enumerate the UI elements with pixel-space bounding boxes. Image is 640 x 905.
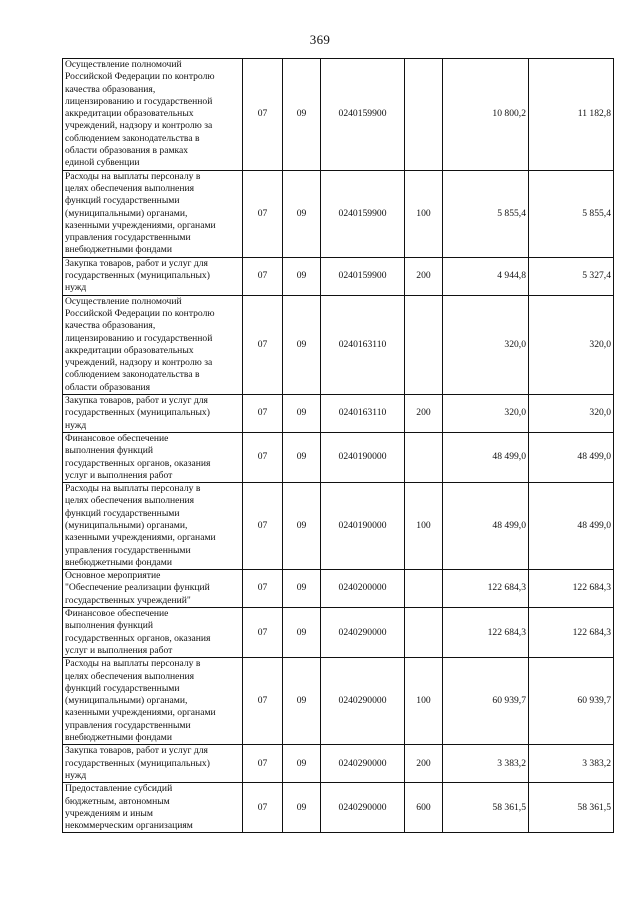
expense-name-line: государственных (муниципальных) (65, 407, 210, 419)
section-code-cell: 07 (243, 570, 283, 608)
expense-name-line: целях обеспечения выполнения (65, 182, 195, 194)
table-row (63, 257, 614, 295)
expense-name-line: государственных (муниципальных) (65, 270, 210, 282)
expense-name-line: (муниципальными) органами, (65, 519, 188, 531)
amount-year-1-cell: 5 855,4 (443, 170, 529, 257)
expense-name-cell (63, 570, 243, 608)
target-article-cell: 0240190000 (321, 483, 405, 570)
section-code-cell: 07 (243, 257, 283, 295)
amount-year-1-cell: 48 499,0 (443, 432, 529, 482)
expense-name-line: лицензированию и государственной (65, 332, 213, 344)
expense-name-line: качества образования, (65, 83, 156, 95)
expense-name-line: целях обеспечения выполнения (65, 670, 195, 682)
table-row (63, 570, 614, 608)
subsection-code-cell: 09 (283, 295, 321, 394)
expense-type-cell (405, 432, 443, 482)
section-code-cell: 07 (243, 395, 283, 433)
expense-name-line: выполнения функций (65, 620, 154, 632)
section-code-cell: 07 (243, 295, 283, 394)
expense-name-cell (63, 658, 243, 745)
expense-name-line: "Обеспечение реализации функций (65, 582, 210, 594)
expense-name-line: управления государственными (65, 544, 191, 556)
amount-year-1-cell: 320,0 (443, 395, 529, 433)
amount-year-2-cell: 3 383,2 (529, 745, 614, 783)
expense-name-line: Российской Федерации по контролю (65, 71, 215, 83)
amount-year-2-cell: 60 939,7 (529, 658, 614, 745)
expense-name-cell (63, 395, 243, 433)
section-code-cell: 07 (243, 783, 283, 833)
expense-name-line: бюджетным, автономным (65, 795, 170, 807)
expense-name-line: (муниципальными) органами, (65, 207, 188, 219)
expense-name-line: функций государственными (65, 507, 180, 519)
target-article-cell: 0240159900 (321, 257, 405, 295)
expense-type-cell (405, 59, 443, 171)
expense-type-cell (405, 295, 443, 394)
target-article-cell: 0240163110 (321, 395, 405, 433)
expense-name-line: области образования в рамках (65, 145, 189, 157)
subsection-code-cell: 09 (283, 59, 321, 171)
subsection-code-cell: 09 (283, 783, 321, 833)
expense-name-line: Расходы на выплаты персоналу в (65, 658, 201, 670)
amount-year-2-cell: 58 361,5 (529, 783, 614, 833)
expense-name-line: управления государственными (65, 719, 191, 731)
expense-name-line: государственных (муниципальных) (65, 757, 210, 769)
budget-table-body (63, 59, 614, 833)
subsection-code-cell: 09 (283, 395, 321, 433)
expense-type-cell: 600 (405, 783, 443, 833)
expense-name-line: Расходы на выплаты персоналу в (65, 483, 201, 495)
expense-name-line: казенными учреждениями, органами (65, 532, 216, 544)
expense-name-cell (63, 745, 243, 783)
amount-year-2-cell: 122 684,3 (529, 570, 614, 608)
expense-type-cell: 200 (405, 745, 443, 783)
amount-year-2-cell: 122 684,3 (529, 608, 614, 658)
expense-type-cell: 100 (405, 170, 443, 257)
expense-name-line: соблюдением законодательства в (65, 132, 200, 144)
expense-type-cell (405, 608, 443, 658)
subsection-code-cell: 09 (283, 658, 321, 745)
expense-name-line: Российской Федерации по контролю (65, 307, 215, 319)
table-row (63, 783, 614, 833)
expense-name-cell (63, 295, 243, 394)
expense-name-line: качества образования, (65, 320, 156, 332)
section-code-cell: 07 (243, 59, 283, 171)
expense-name-line: внебюджетными фондами (65, 732, 172, 744)
expense-type-cell: 200 (405, 395, 443, 433)
table-row (63, 608, 614, 658)
expense-name-line: Предоставление субсидий (65, 783, 173, 795)
subsection-code-cell: 09 (283, 432, 321, 482)
expense-name-line: (муниципальными) органами, (65, 695, 188, 707)
expense-name-line: аккредитации образовательных (65, 108, 194, 120)
amount-year-1-cell: 320,0 (443, 295, 529, 394)
expense-type-cell: 100 (405, 658, 443, 745)
amount-year-1-cell: 3 383,2 (443, 745, 529, 783)
section-code-cell: 07 (243, 745, 283, 783)
expense-name-line: Закупка товаров, работ и услуг для (65, 395, 208, 407)
expense-name-line: государственных органов, оказания (65, 457, 211, 469)
amount-year-2-cell: 5 855,4 (529, 170, 614, 257)
expense-type-cell: 200 (405, 257, 443, 295)
expense-name-line: услуг и выполнения работ (65, 469, 173, 481)
expense-name-cell (63, 432, 243, 482)
expense-name-line: услуг и выполнения работ (65, 644, 173, 656)
subsection-code-cell: 09 (283, 257, 321, 295)
expense-name-line: нужд (65, 282, 87, 294)
expense-name-line: Основное мероприятие (65, 570, 161, 582)
expense-name-line: государственных органов, оказания (65, 632, 211, 644)
target-article-cell: 0240290000 (321, 783, 405, 833)
target-article-cell: 0240163110 (321, 295, 405, 394)
amount-year-1-cell: 60 939,7 (443, 658, 529, 745)
subsection-code-cell: 09 (283, 170, 321, 257)
table-row (63, 170, 614, 257)
expense-name-line: функций государственными (65, 195, 180, 207)
table-row (63, 59, 614, 171)
target-article-cell: 0240159900 (321, 170, 405, 257)
expense-name-cell (63, 483, 243, 570)
expense-name-line: Закупка товаров, работ и услуг для (65, 745, 208, 757)
expense-type-cell: 100 (405, 483, 443, 570)
subsection-code-cell: 09 (283, 570, 321, 608)
expense-name-line: учреждениям и иным (65, 807, 153, 819)
expense-name-line: внебюджетными фондами (65, 244, 172, 256)
subsection-code-cell: 09 (283, 483, 321, 570)
table-row (63, 658, 614, 745)
target-article-cell: 0240190000 (321, 432, 405, 482)
expense-name-line: нужд (65, 419, 87, 431)
amount-year-2-cell: 320,0 (529, 295, 614, 394)
amount-year-2-cell: 48 499,0 (529, 483, 614, 570)
expense-name-line: Финансовое обеспечение (65, 432, 169, 444)
expense-name-cell (63, 608, 243, 658)
expense-name-line: учреждений, надзору и контролю за (65, 120, 213, 132)
amount-year-2-cell: 5 327,4 (529, 257, 614, 295)
expense-name-line: Расходы на выплаты персоналу в (65, 170, 201, 182)
target-article-cell: 0240290000 (321, 745, 405, 783)
target-article-cell: 0240290000 (321, 658, 405, 745)
expense-name-line: выполнения функций (65, 445, 154, 457)
amount-year-1-cell: 48 499,0 (443, 483, 529, 570)
expense-name-cell (63, 783, 243, 833)
expense-type-cell (405, 570, 443, 608)
expense-name-cell (63, 59, 243, 171)
expense-name-line: единой субвенции (65, 157, 140, 169)
expense-name-line: управления государственными (65, 232, 191, 244)
expense-name-cell (63, 257, 243, 295)
expense-name-line: области образования (65, 381, 151, 393)
expense-name-line: внебюджетными фондами (65, 556, 172, 568)
table-row (63, 295, 614, 394)
section-code-cell: 07 (243, 658, 283, 745)
expense-name-line: лицензированию и государственной (65, 95, 213, 107)
subsection-code-cell: 09 (283, 745, 321, 783)
table-row (63, 745, 614, 783)
expense-name-line: казенными учреждениями, органами (65, 707, 216, 719)
expense-name-line: некоммерческим организациям (65, 820, 193, 832)
amount-year-2-cell: 320,0 (529, 395, 614, 433)
section-code-cell: 07 (243, 170, 283, 257)
section-code-cell: 07 (243, 483, 283, 570)
expense-name-line: Осуществление полномочий (65, 295, 182, 307)
amount-year-1-cell: 122 684,3 (443, 608, 529, 658)
expense-name-line: аккредитации образовательных (65, 344, 194, 356)
expense-name-line: учреждений, надзору и контролю за (65, 357, 213, 369)
amount-year-2-cell: 48 499,0 (529, 432, 614, 482)
amount-year-1-cell: 58 361,5 (443, 783, 529, 833)
expense-name-line: нужд (65, 769, 87, 781)
amount-year-1-cell: 10 800,2 (443, 59, 529, 171)
subsection-code-cell: 09 (283, 608, 321, 658)
target-article-cell: 0240200000 (321, 570, 405, 608)
amount-year-1-cell: 122 684,3 (443, 570, 529, 608)
amount-year-2-cell: 11 182,8 (529, 59, 614, 171)
target-article-cell: 0240290000 (321, 608, 405, 658)
expense-name-line: функций государственными (65, 682, 180, 694)
expense-name-line: казенными учреждениями, органами (65, 219, 216, 231)
expense-name-line: Финансовое обеспечение (65, 608, 169, 620)
expense-name-line: Осуществление полномочий (65, 59, 182, 70)
table-row (63, 483, 614, 570)
expense-name-line: соблюдением законодательства в (65, 369, 200, 381)
table-row (63, 432, 614, 482)
section-code-cell: 07 (243, 608, 283, 658)
amount-year-1-cell: 4 944,8 (443, 257, 529, 295)
expense-name-cell (63, 170, 243, 257)
budget-table (62, 58, 614, 833)
expense-name-line: государственных учреждений" (65, 594, 191, 606)
table-row (63, 395, 614, 433)
section-code-cell: 07 (243, 432, 283, 482)
target-article-cell: 0240159900 (321, 59, 405, 171)
expense-name-line: Закупка товаров, работ и услуг для (65, 257, 208, 269)
expense-name-line: целях обеспечения выполнения (65, 495, 195, 507)
page-number: 369 (309, 32, 331, 47)
